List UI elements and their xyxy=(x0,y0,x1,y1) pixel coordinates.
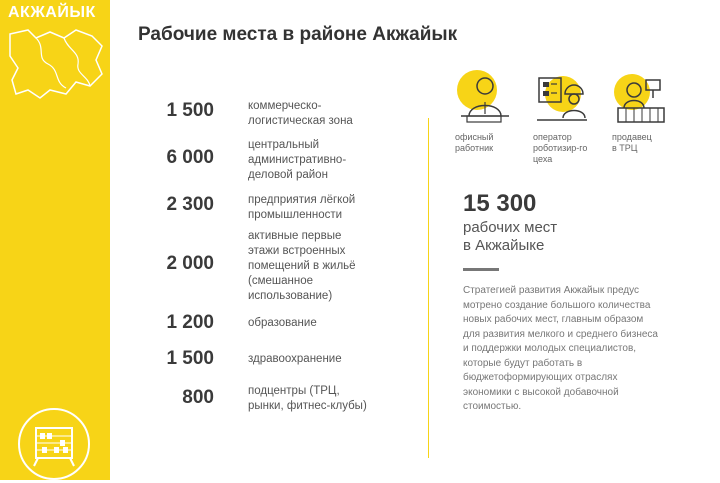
stat-value: 2 300 xyxy=(166,194,214,215)
role-mall-seller xyxy=(612,68,676,154)
abacus-badge xyxy=(18,408,90,480)
stat-label: здравоохранение xyxy=(248,353,342,365)
stat-label: коммерческо- логистическая зона xyxy=(248,100,353,127)
stat-value: 1 200 xyxy=(166,312,214,333)
district-name: АКЖАЙЫК xyxy=(8,4,96,21)
office-worker-icon xyxy=(455,68,511,128)
abacus-icon xyxy=(20,410,88,478)
stat-label: предприятия лёгкой промышленности xyxy=(248,194,356,221)
mall-seller-icon xyxy=(612,68,668,128)
robot-operator-icon xyxy=(533,68,589,128)
stat-value: 1 500 xyxy=(166,348,214,369)
stat-value: 6 000 xyxy=(166,147,214,168)
role-label: офисный работник xyxy=(455,132,494,153)
stat-label: активные первые этажи встроенных помещений в жильё (смешанное использование) xyxy=(248,230,356,302)
page-title: Рабочие места в районе Акжайык xyxy=(138,24,458,45)
strategy-description: Стратегией развития Акжайык предус мотрено создание большого количества новых рабочих мест, главным образом для развития мелкого и среднего бизнеса и поддержки молодых специалистов, которые будут работать в бюджетоформирующих отраслях экономики с высокой добавочной стоимостью. xyxy=(463,285,658,412)
total-jobs-label: рабочих мест в Акжайыке xyxy=(463,219,558,254)
stat-value: 800 xyxy=(182,387,214,408)
role-label: продавец в ТРЦ xyxy=(612,132,652,153)
role-label: оператор роботизир-го цеха xyxy=(533,132,588,164)
stat-label: образование xyxy=(248,317,317,329)
stat-value: 1 500 xyxy=(166,100,214,121)
total-underline xyxy=(463,268,499,271)
section-divider xyxy=(428,118,429,458)
stat-value: 2 000 xyxy=(166,253,214,274)
total-jobs-value: 15 300 xyxy=(463,190,537,217)
sidebar xyxy=(0,0,110,480)
district-map-icon xyxy=(6,24,106,102)
stat-label: подцентры (ТРЦ, рынки, фитнес-клубы) xyxy=(248,385,367,412)
role-office-worker xyxy=(455,68,519,154)
stat-label: центральный административно- деловой район xyxy=(248,139,347,181)
role-robot-operator xyxy=(533,68,597,165)
